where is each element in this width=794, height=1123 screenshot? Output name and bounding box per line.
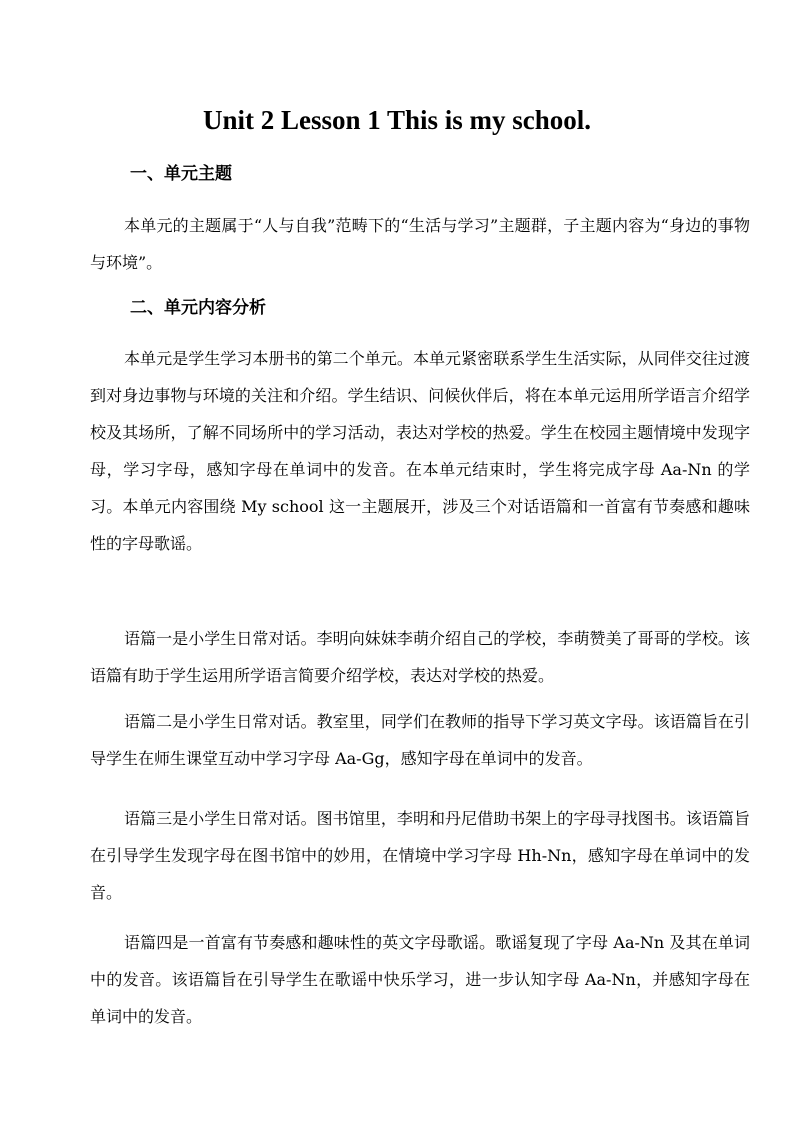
- paragraph-text-three: 语篇三是小学生日常对话。图书馆里，李明和丹尼借助书架上的字母寻找图书。该语篇旨在引导学生发现字母在图书馆中的妙用，在情境中学习字母 Hh-Nn，感知字母在单词中的发音。: [90, 809, 750, 902]
- paragraph-content-analysis: 本单元是学生学习本册书的第二个单元。本单元紧密联系学生生活实际，从同伴交往过渡到对身边事物与环境的关注和介绍。学生结识、问候伙伴后，将在本单元运用所学语言介绍学校及其场所，了解不同场所中的学习活动，表达对学校的热爱。学生在校园主题情境中发现字母，学习字母，感知字母在单词中的发音。在本单元结束时，学生将完成字母 Aa-Nn 的学习。本单元内容围绕 My school 这一主题展开，涉及三个对话语篇和一首富有节奏感和趣味性的字母歌谣。: [90, 349, 750, 553]
- section-heading-content-analysis: 二、单元内容分析: [130, 298, 266, 318]
- document-title: Unit 2 Lesson 1 This is my school.: [202, 105, 592, 135]
- paragraph-unit-theme: 本单元的主题属于“人与自我”范畴下的“生活与学习”主题群，子主题内容为“身边的事物与环境”。: [90, 216, 750, 272]
- paragraph-text-one: 语篇一是小学生日常对话。李明向妹妹李萌介绍自己的学校，李萌赞美了哥哥的学校。该语篇有助于学生运用所学语言简要介绍学校，表达对学校的热爱。: [90, 629, 750, 685]
- paragraph-text-two: 语篇二是小学生日常对话。教室里，同学们在教师的指导下学习英文字母。该语篇旨在引导学生在师生课堂互动中学习字母 Aa-Gg，感知字母在单词中的发音。: [90, 712, 750, 768]
- paragraph-text-four: 语篇四是一首富有节奏感和趣味性的英文字母歌谣。歌谣复现了字母 Aa-Nn 及其在单词中的发音。该语篇旨在引导学生在歌谣中快乐学习，进一步认知字母 Aa-Nn，并感知字母在单词中的发音。: [90, 933, 750, 1026]
- section-heading-unit-theme: 一、单元主题: [130, 164, 232, 184]
